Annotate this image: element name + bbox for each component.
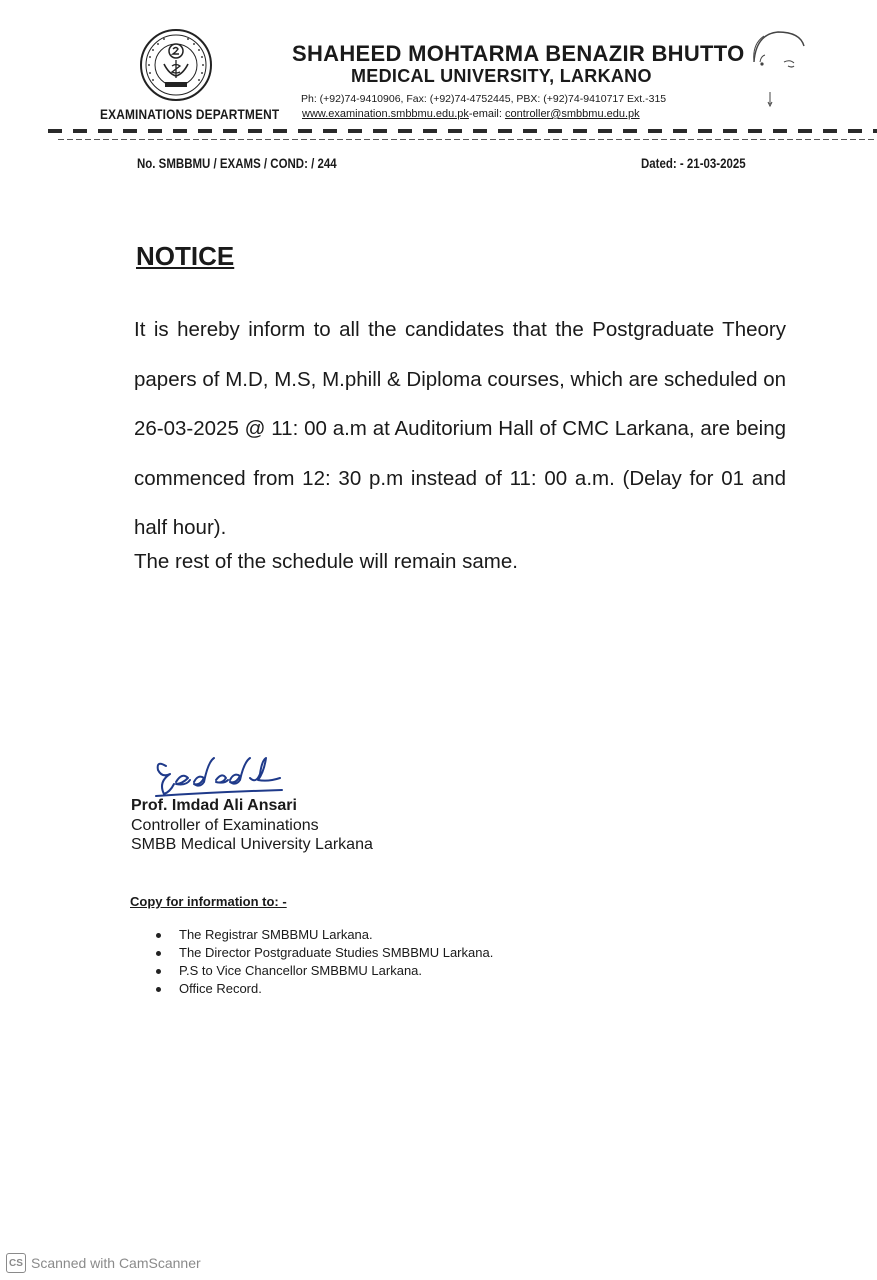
contact-numbers: Ph: (+92)74-9410906, Fax: (+92)74-4752445, PBX: (+92)74-9410717 Ext.-315: [301, 93, 667, 105]
list-item-label: Office Record.: [179, 981, 262, 996]
bullet-icon: [156, 933, 161, 938]
university-city: MEDICAL UNIVERSITY, LARKANO: [351, 66, 652, 86]
header-divider-dashed: [48, 129, 877, 133]
web-contacts: [302, 108, 640, 120]
ribbon-emblem-icon: [748, 22, 808, 112]
bullet-icon: [156, 951, 161, 956]
list-item-label: The Director Postgraduate Studies SMBBMU Larkana.: [179, 945, 494, 960]
website-link[interactable]: www.examination.smbbmu.edu.pk: [302, 108, 469, 120]
scanner-text: Scanned with CamScanner: [31, 1255, 201, 1271]
email-label: -email:: [468, 108, 505, 120]
email-link[interactable]: controller@smbbmu.edu.pk: [504, 108, 640, 120]
header-divider-fine: [58, 139, 877, 140]
scanner-watermark: [6, 1253, 201, 1273]
bullet-icon: [156, 987, 161, 992]
camscanner-icon: CS: [6, 1253, 26, 1273]
notice-title: NOTICE: [136, 241, 235, 271]
bullet-icon: [156, 969, 161, 974]
university-name: SHAHEED MOHTARMA BENAZIR BHUTTO: [292, 41, 745, 66]
copy-recipient-list: [156, 926, 493, 998]
reference-number: No. SMBBMU / EXAMS / COND: / 244: [137, 155, 337, 171]
signatory-name: Prof. Imdad Ali Ansari: [131, 797, 297, 814]
copy-heading: Copy for information to: -: [130, 894, 287, 909]
notice-closing-line: The rest of the schedule will remain same.: [134, 550, 518, 573]
notice-paragraph: It is hereby inform to all the candidates that the Postgraduate Theory papers of M.D, M.S, M.phill & Diploma courses, which are scheduled on 26-03-2025 @ 11: 00 a.m at Auditorium Hall of CMC Larkana, are being commenced from 12: 30 p.m instead of 11: 00 a.m. (Delay for 01 and half hour).: [134, 318, 786, 539]
list-item: [156, 926, 493, 944]
signatory-designation: Controller of Examinations: [131, 817, 319, 834]
department-name: EXAMINATIONS DEPARTMENT: [100, 106, 280, 122]
signatory-organization: SMBB Medical University Larkana: [131, 836, 373, 853]
list-item-label: The Registrar SMBBMU Larkana.: [179, 927, 373, 942]
list-item: [156, 944, 493, 962]
list-item: [156, 962, 493, 980]
university-seal-icon: [139, 28, 213, 102]
list-item: [156, 980, 493, 998]
list-item-label: P.S to Vice Chancellor SMBBMU Larkana.: [179, 963, 423, 978]
date-line: Dated: - 21-03-2025: [641, 155, 746, 171]
